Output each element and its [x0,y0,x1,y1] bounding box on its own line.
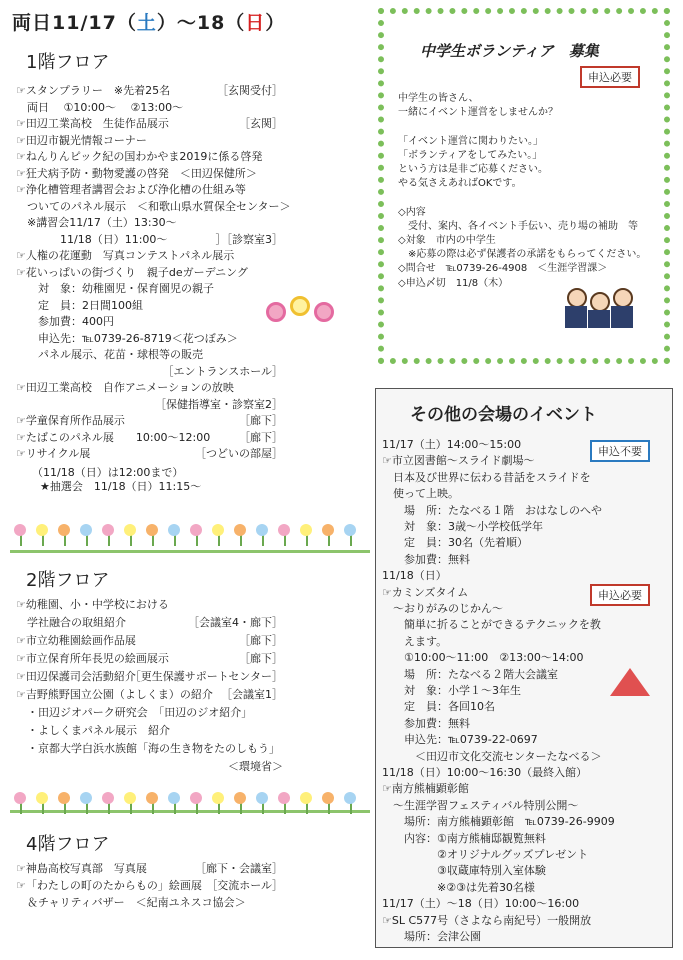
list-item: 11/18（日） [382,569,447,583]
list-item: 参加費：無料 [382,552,470,566]
list-item: ☞田辺保護司会活動紹介 [16,670,136,683]
flower-icon [300,792,312,804]
recycle-note: （11/18（日）は12:00まで） [32,466,184,479]
list-item: ☞田辺市観光情報コーナー [16,133,147,147]
floor4-title: 4階フロア [26,834,110,855]
list-item: ・田辺ジオパーク研究会 「田辺のジオ紹介」 [16,706,253,719]
other-badge-required: 申込必要 [590,584,650,606]
students-icon [565,284,635,330]
list-item: ◇申込〆切 11/8（木） [398,277,509,289]
list-item: 中学生の皆さん、 [398,93,479,104]
list-item: ☞市立図書館～スライド劇場～ [382,454,535,468]
list-item: ◇内容 [398,206,426,218]
flower-icon [58,792,70,804]
list-item: ◇問合せ ℡0739-26-4908 ＜生涯学習課＞ [398,263,608,275]
list-item: 一緒にイベント運営をしませんか？ [398,107,558,119]
list-item: ☞たばこのパネル展 10:00～12:00 [16,430,211,444]
list-item: ～生涯学習フェスティバル特別公開～ [382,798,579,812]
location-tag: ［玄関］ [239,117,283,130]
list-item: 受付、案内、各イベント手伝い、売り場の補助 等 [398,220,638,232]
location-tag: ［つどいの部屋］ [195,447,283,460]
list-item: ◇対象 市内の中学生 [398,235,496,246]
location-tag: ＜環境省＞ [228,760,283,773]
list-item: ☞市立幼稚園絵画作品展 [16,634,136,647]
list-item: 対 象：小学１～3年生 [382,684,521,697]
list-item: ☞南方熊楠顕彰館 [382,782,469,796]
location-tag: ［更生保護サポートセンター］ [129,670,283,683]
list-item: ☞学童保育所作品展示 [16,414,125,427]
flower-icon [80,792,92,804]
list-item: ☞狂犬病予防・動物愛護の啓発 ＜田辺保健所＞ [16,166,257,180]
list-item: ついてのパネル展示 ＜和歌山県水質保全センター＞ [16,199,291,213]
list-item: 場所：会津公園 [382,930,481,943]
list-item: 使って上映。 [382,487,459,501]
list-item: 内容：①南方熊楠邸観覧無料 [382,831,546,845]
flower-icon [278,524,290,536]
list-item: ☞神島高校写真部 写真展 [16,862,147,875]
list-item: ☞スタンプラリー ※先着25名 [16,84,171,97]
saturday-label: 土 [136,12,157,34]
flower-icon [322,524,334,536]
flower-icon [102,792,114,804]
flower-icon [124,524,136,536]
location-tag: ［エントランスホール］ [162,364,283,378]
flower-icon [102,524,114,536]
list-item: 日本及び世界に伝わる昔話をスライドを [382,470,591,484]
list-item: 学社融合の取組紹介 [16,616,126,629]
flower-icon [190,524,202,536]
list-item: ☞浄化槽管理者講習会および浄化槽の仕組み等 [16,183,246,196]
flower-icon [36,792,48,804]
list-item: 11/17（土）～18（日）10:00～16:00 [382,897,580,911]
flower-icon [124,792,136,804]
page-title [12,8,285,35]
flower-icon [256,524,268,536]
list-item: ＜田辺市文化交流センターたなべる＞ [382,749,602,763]
location-tag: ［廊下・会議室］ [195,862,283,875]
list-item: という方は是非ご応募ください。 [398,164,548,175]
list-item: 11/17（土）14:00～15:00 [382,438,522,451]
list-item: ＆チャリティバザー ＜紀南ユネスコ協会＞ [16,896,246,909]
list-item: ☞ねんりんピック紀の国わかやま2019に係る啓発 [16,150,263,163]
volunteer-badge: 申込必要 [580,66,640,88]
list-item: ☞人権の花運動 写真コンテストパネル展示 [16,249,235,262]
flower-icon [168,792,180,804]
list-item: ☞田辺工業高校 自作アニメーションの放映 [16,381,234,394]
list-item: ☞田辺工業高校 生徒作品展示 [16,117,169,130]
list-item: 「ボランティアをしてみたい。」 [398,149,543,161]
floor1-title: 1階フロア [26,52,110,73]
sunday-label: 日 [245,12,266,34]
flower-icon [300,524,312,536]
flower-icon [234,792,246,804]
location-tag: ［廊下］ [239,414,283,427]
list-item: 参加費：無料 [382,716,470,730]
list-item: ☞カミンズタイム [382,585,469,599]
origami-icon [610,668,650,696]
location-tag: ［廊下］ [239,634,283,647]
list-item: 申込先：℡0739-22-0697 [382,733,538,747]
list-item: 定 員：各回10名 [382,700,495,714]
list-item: 11/18（日）10:00～16:30（最終入館） [382,766,588,779]
flower-icon [80,524,92,536]
location-tag: ［廊下］ [239,652,283,665]
location-tag: ］［診察室3］ [215,232,283,246]
other-events-title: その他の会場のイベント [410,405,597,425]
list-item: 場 所：たなべる２階大会議室 [382,667,558,681]
location-tag: ［交流ホール］ [206,879,283,892]
list-item: ②オリジナルグッズプレゼント [382,848,589,861]
list-item: ・京都大学白浜水族館「海の生き物をたのしもう」 [16,742,280,755]
floor2-title: 2階フロア [26,570,110,591]
location-tag: ［保健指導室・診察室2］ [155,397,283,411]
flower-icon [322,792,334,804]
list-item: ※講習会11/17（土）13:30～ [16,216,177,229]
list-item: パネル展示、花苗・球根等の販売 [16,348,203,361]
flower-icon [344,524,356,536]
flower-icon [146,792,158,804]
list-item: ①10:00～11:00 ②13:00～14:00 [382,651,584,665]
flower-icon [146,524,158,536]
location-tag: ［会議室4・廊下］ [188,616,283,629]
list-item: えます。 [382,634,448,648]
flowers-icon [262,296,342,332]
list-item: ☞花いっぱいの街づくり 親子deガーデニング [16,265,248,279]
list-item: 定 員：30名（先着順） [382,536,528,550]
list-item: 簡単に折ることができるテクニックを教 [382,618,601,632]
list-item: ☞リサイクル展 [16,447,91,460]
other-badge-free: 申込不要 [590,440,650,462]
list-item: ☞幼稚園、小・中学校における [16,598,169,611]
title-mid: ）～18（ [156,12,246,34]
list-item: 対 象：3歳～小学校低学年 [382,520,543,533]
lottery-line: ★抽選会 11/18（日）11:15～ [40,480,202,493]
flower-icon [190,792,202,804]
list-item: 定 員：2日間100組 [16,298,143,312]
flower-icon [14,524,26,536]
list-item: 11/18（日）11:00～ [16,232,168,246]
list-item: ☞SL C577号（さよなら南紀号）一般開放 [382,913,592,927]
list-item: 参加費：400円 [16,315,114,328]
list-item: 申込先：℡0739-26-8719＜花つぼみ＞ [16,331,238,345]
list-item: ※応募の際は必ず保護者の承諾をもらってください。 [398,249,647,261]
flower-icon [212,524,224,536]
list-item: 両日 ①10:00～ ②13:00～ [16,100,184,114]
flower-icon [234,524,246,536]
list-item: 対 象：幼稚園児・保育園児の親子 [16,282,214,295]
title-suffix: ） [265,12,286,34]
list-item: やる気さえあればOKです。 [398,178,522,190]
location-tag: ［会議室1］ [221,688,283,701]
flower-icon [14,792,26,804]
location-tag: ［玄関受付］ [217,84,283,97]
flower-icon [256,792,268,804]
list-item: ～おりがみのじかん～ [382,602,503,615]
location-tag: ［廊下］ [239,430,283,444]
flower-icon [168,524,180,536]
volunteer-title: 中学生ボランティア 募集 [420,42,599,60]
list-item: 場所：南方熊楠顕彰館 ℡0739-26-9909 [382,815,615,829]
list-item: 「イベント運営に関わりたい。」 [398,135,543,147]
list-item: ☞「わたしの町のたからもの」絵画展 [16,879,202,892]
list-item: ※②③は先着30名様 [382,880,535,894]
list-item: ③収蔵庫特別入室体験 [382,864,546,878]
title-prefix: 両日11/17（ [12,12,137,34]
list-item: ☞吉野熊野国立公園（よしくま）の紹介 [16,688,213,701]
list-item: ・よしくまパネル展示 紹介 [16,724,170,737]
flower-icon [212,792,224,804]
flower-icon [36,524,48,536]
list-item: 場 所：たなべる１階 おはなしのへや [382,503,602,517]
list-item: ☞市立保育所年長児の絵画展示 [16,652,169,665]
flower-icon [58,524,70,536]
flower-icon [278,792,290,804]
flower-icon [344,792,356,804]
